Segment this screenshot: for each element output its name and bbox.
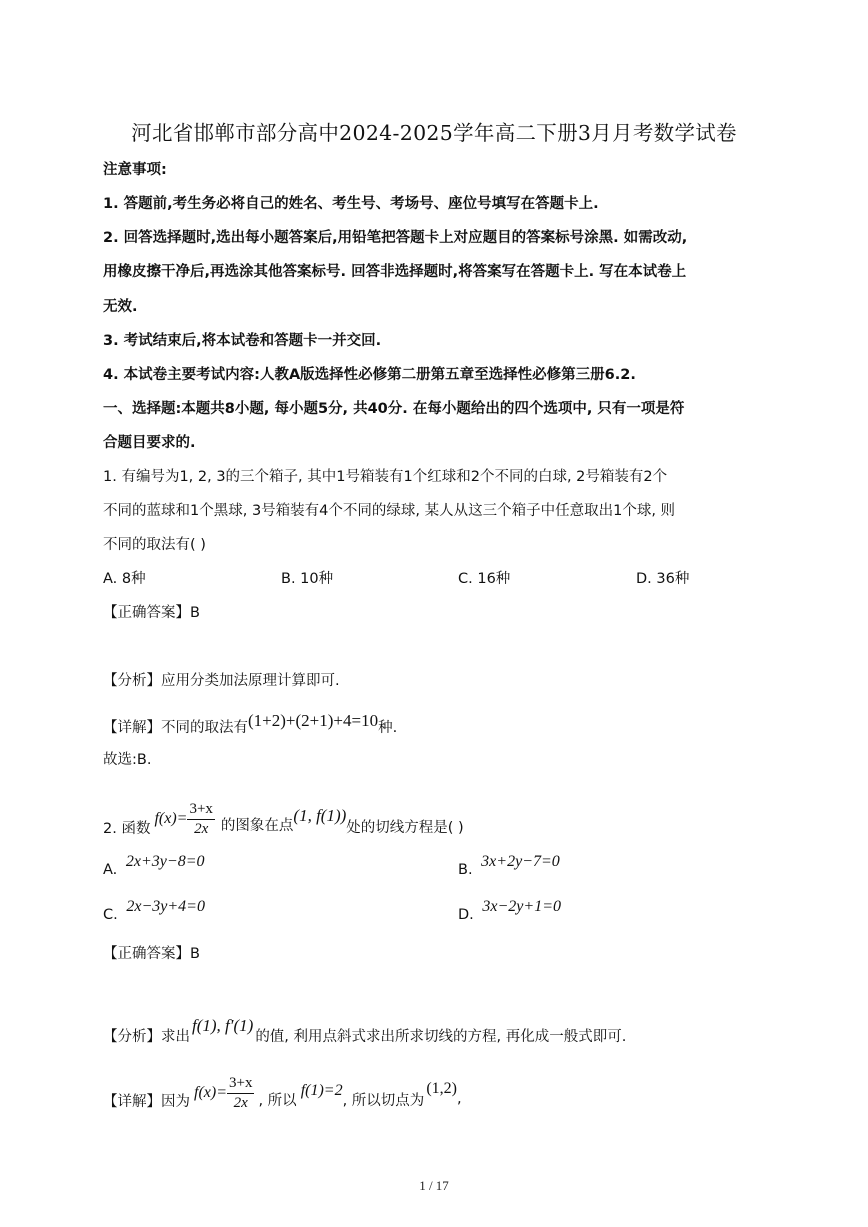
q2-option-a [103,853,205,878]
notice-item-1: 1. 答题前,考生务必将自己的姓名、考生号、考场号、座位号填写在答题卡上. [103,196,599,212]
q1-option-c: C. 16种 [458,571,511,587]
q1-detail-suffix: 种. [378,720,398,736]
q2-mid: 的图象在点 [220,817,294,834]
q2-detail [103,1063,462,1123]
q2-option-d-label: D. [458,907,474,923]
q2-option-c-expr: 2x−3y+4=0 [126,898,205,915]
q1-option-d: D. 36种 [636,571,690,587]
q1-stem-line-1: 1. 有编号为1, 2, 3的三个箱子, 其中1号箱装有1个红球和2个不同的白球, 2号箱装有2个 [103,469,668,485]
q2-option-b-expr: 3x+2y−7=0 [481,853,560,870]
section-heading: 一、选择题:本题共8小题, 每小题5分, 共40分. 在每小题给出的四个选项中, 只有一项是符 [103,401,685,417]
q2-option-d [458,898,561,923]
q1-detail [103,711,397,737]
q1-answer: 【正确答案】B [103,605,200,621]
q2-analysis-suffix: 的值, 利用点斜式求出所求切线的方程, 再化成一般式即可. [255,1029,627,1045]
q2-prefix: 2. 函数 [103,820,151,837]
q2-fraction-denominator: 2x [194,820,209,837]
q2-point: (1, f(1)) [293,806,347,825]
q2-option-a-expr: 2x+3y−8=0 [125,853,205,870]
q2-detail-end: , [456,1091,462,1107]
q2-detail-func: f(x)= [194,1084,227,1101]
q2-detail-point: (1,2) [426,1080,457,1097]
q1-stem-line-3: 不同的取法有( ) [103,537,206,553]
q2-option-d-expr: 3x−2y+1=0 [482,898,561,915]
q1-detail-formula: (1+2)+(2+1)+4=10 [248,711,379,730]
q2-detail-fraction [227,1075,254,1112]
notice-heading: 注意事项: [103,162,167,178]
q2-func-lhs: f(x)= [154,810,188,827]
q2-answer: 【正确答案】B [103,946,200,962]
q1-analysis: 【分析】应用分类加法原理计算即可. [103,673,340,689]
q2-option-c [103,898,205,923]
q1-stem-line-2: 不同的蓝球和1个黑球, 3号箱装有4个不同的绿球, 某人从这三个箱子中任意取出1个球, 则 [103,503,676,519]
section-heading-cont: 合题目要求的. [103,435,196,451]
q2-detail-mid: , 所以 [258,1092,297,1109]
document-title: 河北省邯郸市部分高中2024-2025学年高二下册3月月考数学试卷 [131,121,737,145]
page-number: 1 / 17 [419,1178,449,1193]
notice-item-2-cont: 用橡皮擦干净后,再选涂其他答案标号. 回答非选择题时,将答案写在答题卡上. 写在本试卷上 [103,264,687,280]
q2-detail-mid2: , 所以切点为 [342,1092,425,1109]
notice-item-4: 4. 本试卷主要考试内容:人教A版选择性必修第二册第五章至选择性必修第三册6.2. [103,367,636,383]
q2-detail-fraction-denominator: 2x [233,1094,248,1111]
notice-item-2: 2. 回答选择题时,选出每小题答案后,用铅笔把答题卡上对应题目的答案标号涂黑. 如需改动, [103,230,688,246]
q2-fraction-numerator: 3+x [187,801,214,820]
q2-analysis-prefix: 【分析】求出 [103,1029,190,1045]
q2-analysis [103,1015,627,1045]
q2-stem [103,789,464,849]
q1-detail-prefix: 【详解】不同的取法有 [103,720,248,736]
q2-detail-f1: f(1)=2 [300,1082,343,1099]
q2-option-b-label: B. [458,862,473,878]
q1-option-b: B. 10种 [281,571,334,587]
q2-fraction [187,801,214,838]
q2-suffix: 处的切线方程是( ) [346,819,464,836]
q2-analysis-formula: f(1), f′(1) [192,1016,254,1035]
q2-detail-fraction-numerator: 3+x [227,1075,254,1094]
notice-item-2-end: 无效. [103,299,138,315]
notice-item-3: 3. 考试结束后,将本试卷和答题卡一并交回. [103,333,382,349]
q2-option-b [458,853,560,878]
q2-detail-prefix: 【详解】因为 [103,1093,190,1110]
q2-option-c-label: C. [103,907,118,923]
q2-option-a-label: A. [103,862,118,878]
q1-option-a: A. 8种 [103,571,146,587]
q1-choose: 故选:B. [103,752,152,768]
